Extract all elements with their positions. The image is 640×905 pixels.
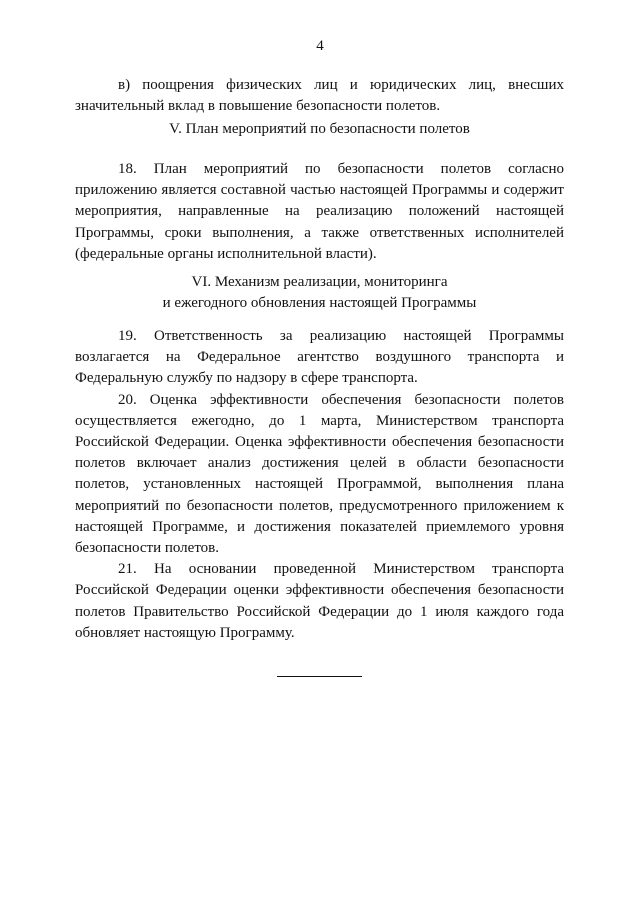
paragraph-21: 21. На основании проведенной Министерством транспорта Российской Федерации оценки эффективности обеспечения безопасности полетов Правительство Российской Федерации до 1 июля каждого года обновляет настоящую Программу. bbox=[75, 561, 564, 641]
paragraph-18: 18. План мероприятий по безопасности полетов согласно приложению является составной частью настоящей Программы и содержит мероприятия, направленные на реализацию положений настоящей Программы, сроки выполнения, а также ответственных исполнителей (федеральные органы исполнительной власти). bbox=[75, 161, 564, 262]
end-of-document-rule bbox=[277, 676, 362, 677]
section-5-body bbox=[75, 159, 564, 265]
section-6-title-block bbox=[75, 272, 564, 314]
intro-item-block bbox=[75, 75, 564, 117]
paragraph-20: 20. Оценка эффективности обеспечения безопасности полетов осуществляется ежегодно, до 1 марта, Министерством транспорта Российской Федерации. Оценка эффективности обеспечения безопасности полетов включает анализ достижения целей в области безопасности полетов, установленных настоящей Программой, выполнения плана мероприятий по безопасности полетов, предусмотренного приложением к настоящей Программе, и достижения показателей приемлемого уровня безопасности полетов. bbox=[75, 391, 564, 557]
paragraph-19: 19. Ответственность за реализацию настоящей Программы возлагается на Федеральное агентство воздушного транспорта и Федеральную службу по надзору в сфере транспорта. bbox=[75, 328, 564, 387]
section-6-title-line-2: и ежегодного обновления настоящей Программы bbox=[162, 295, 477, 312]
section-6-body bbox=[75, 326, 564, 644]
section-6-title-line-1: VI. Механизм реализации, мониторинга bbox=[191, 274, 448, 290]
section-5-title: V. План мероприятий по безопасности полетов bbox=[169, 121, 470, 137]
section-5-title-block bbox=[75, 119, 564, 140]
list-item-v: в) поощрения физических лиц и юридических лиц, внесших значительный вклад в повышение безопасности полетов. bbox=[75, 77, 564, 115]
page-number: 4 bbox=[316, 38, 324, 54]
